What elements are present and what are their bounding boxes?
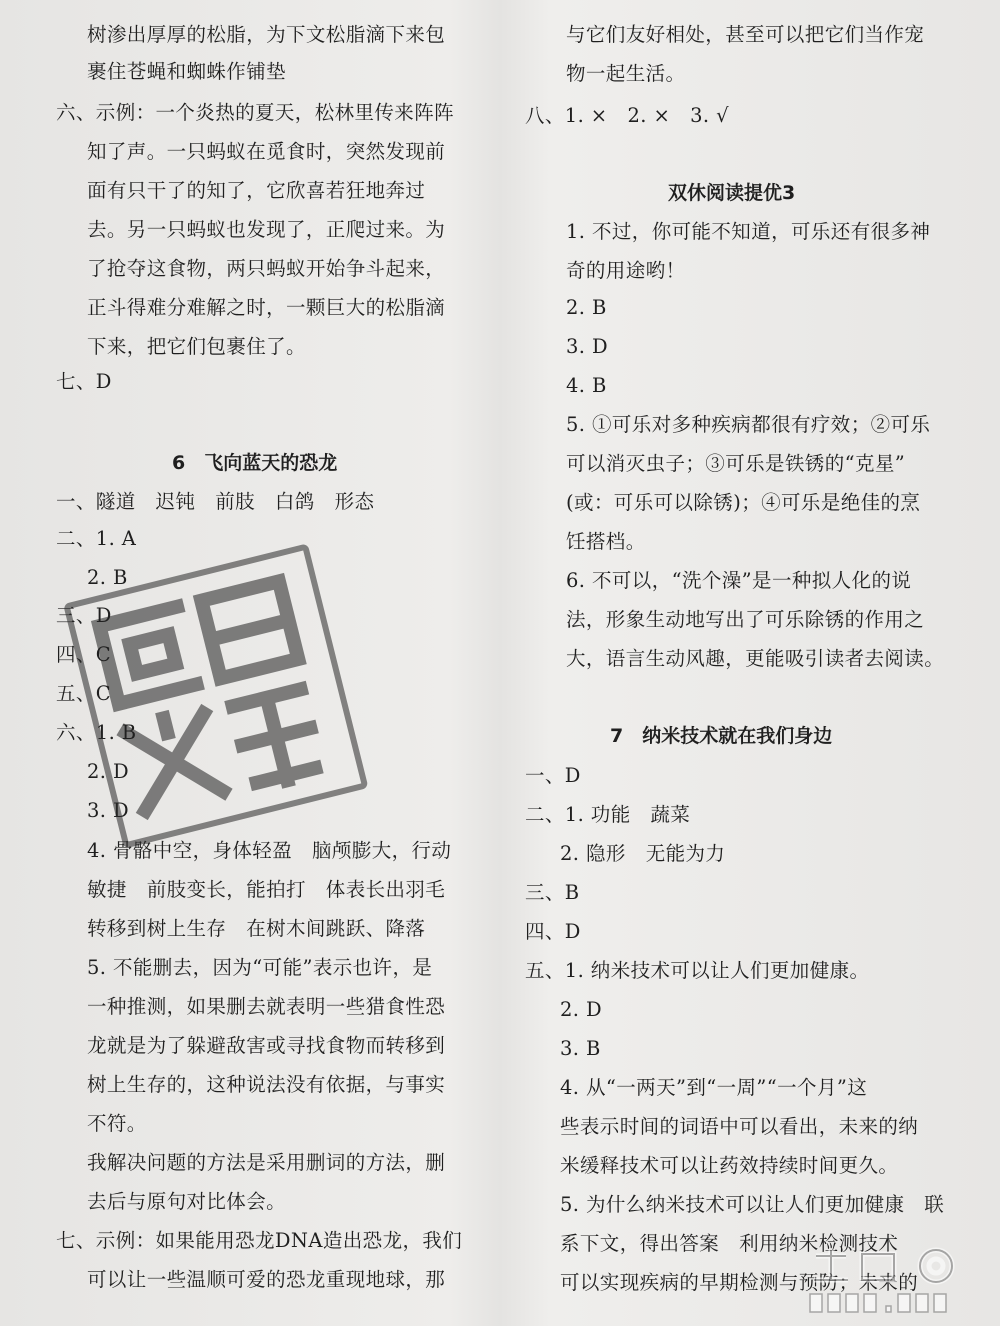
text-line: 五、1. 纳米技术可以让人们更加健康。 bbox=[525, 959, 870, 982]
text-line: 下来，把它们包裹住了。 bbox=[87, 335, 306, 358]
text-line: 2. D bbox=[87, 760, 130, 783]
text-line: 我解决问题的方法是采用删词的方法，删 bbox=[87, 1151, 446, 1174]
text-line: 5. ①可乐对多种疾病都很有疗效；②可乐 bbox=[566, 413, 931, 436]
text-line: 转移到树上生存 在树木间跳跃、降落 bbox=[87, 917, 426, 940]
text-line: 2. 隐形 无能为力 bbox=[560, 842, 726, 865]
text-line: 正斗得难分难解之时，一颗巨大的松脂滴 bbox=[87, 296, 446, 319]
text-line: 6. 不可以，“洗个澡”是一种拟人化的说 bbox=[566, 569, 912, 592]
text-line: 三、D bbox=[56, 604, 112, 627]
section-heading: 双休阅读提优3 bbox=[668, 182, 796, 204]
text-line: 米缓释技术可以让药效持续时间更久。 bbox=[560, 1154, 899, 1177]
text-line: 去后与原句对比体会。 bbox=[87, 1190, 287, 1213]
text-line: 树上生存的，这种说法没有依据，与事实 bbox=[87, 1073, 446, 1096]
text-line: 裹住苍蝇和蜘蛛作铺垫 bbox=[87, 60, 287, 83]
text-line: 龙就是为了躲避敌害或寻找食物而转移到 bbox=[87, 1034, 446, 1057]
text-line: 3. D bbox=[87, 799, 130, 822]
text-line: 些表示时间的词语中可以看出，未来的纳 bbox=[560, 1115, 919, 1138]
text-line: 二、1. 功能 蔬菜 bbox=[525, 803, 691, 826]
text-line: 三、B bbox=[525, 881, 580, 904]
text-line: 四、C bbox=[56, 643, 112, 666]
text-line: 奇的用途哟！ bbox=[566, 259, 686, 282]
text-line: 可以实现疾病的早期检测与预防；未来的 bbox=[560, 1271, 919, 1294]
text-line: 4. B bbox=[566, 374, 607, 397]
text-line: 七、示例：如果能用恐龙DNA造出恐龙，我们 bbox=[56, 1229, 463, 1252]
section-heading: 6 飞向蓝天的恐龙 bbox=[172, 452, 338, 474]
text-line: 一、D bbox=[525, 764, 581, 787]
text-line: 面有只干了的知了，它欣喜若狂地奔过 bbox=[87, 179, 426, 202]
text-line: 大，语言生动风趣，更能吸引读者去阅读。 bbox=[566, 647, 945, 670]
text-line: (或：可乐可以除锈)；④可乐是绝佳的烹 bbox=[566, 491, 921, 514]
text-line: 四、D bbox=[525, 920, 581, 943]
text-line: 2. B bbox=[87, 566, 128, 589]
text-line: 与它们友好相处，甚至可以把它们当作宠 bbox=[566, 23, 925, 46]
text-line: 5. 不能删去，因为“可能”表示也许，是 bbox=[87, 956, 433, 979]
text-line: 1. 不过，你可能不知道，可乐还有很多神 bbox=[566, 220, 931, 243]
text-line: 3. D bbox=[566, 335, 609, 358]
text-line: 5. 为什么纳米技术可以让人们更加健康 联 bbox=[560, 1193, 945, 1216]
text-line: 饪搭档。 bbox=[566, 530, 646, 553]
text-line: 五、C bbox=[56, 682, 112, 705]
text-line: 法，形象生动地写出了可乐除锈的作用之 bbox=[566, 608, 925, 631]
text-line: 去。另一只蚂蚁也发现了，正爬过来。为 bbox=[87, 218, 446, 241]
text-line: 不符。 bbox=[87, 1112, 147, 1135]
text-line: 一、隧道 迟钝 前肢 白鸽 形态 bbox=[56, 490, 375, 513]
text-line: 二、1. A bbox=[56, 527, 137, 550]
text-line: 了抢夺这食物，两只蚂蚁开始争斗起来， bbox=[87, 257, 446, 280]
text-line: 4. 从“一两天”到“一周”“一个月”这 bbox=[560, 1076, 868, 1099]
text-line: 物一起生活。 bbox=[566, 62, 686, 85]
text-line: 树渗出厚厚的松脂，为下文松脂滴下来包 bbox=[87, 23, 446, 46]
text-line: 2. D bbox=[560, 998, 603, 1021]
text-line: 可以让一些温顺可爱的恐龙重现地球，那 bbox=[87, 1268, 446, 1291]
text-line: 八、1. × 2. × 3. √ bbox=[525, 104, 729, 127]
section-heading: 7 纳米技术就在我们身边 bbox=[610, 725, 833, 747]
text-line: 3. B bbox=[560, 1037, 601, 1060]
text-line: 知了声。一只蚂蚁在觅食时，突然发现前 bbox=[87, 140, 446, 163]
text-line: 4. 骨骼中空，身体轻盈 脑颅膨大，行动 bbox=[87, 839, 452, 862]
text-line: 敏捷 前肢变长，能拍打 体表长出羽毛 bbox=[87, 878, 446, 901]
text-line: 系下文，得出答案 利用纳米检测技术 bbox=[560, 1232, 899, 1255]
text-line: 2. B bbox=[566, 296, 607, 319]
text-line: 六、示例：一个炎热的夏天，松林里传来阵阵 bbox=[56, 101, 455, 124]
text-line: 七、D bbox=[56, 370, 112, 393]
text-line: 可以消灭虫子；③可乐是铁锈的“克星” bbox=[566, 452, 906, 475]
text-line: 一种推测，如果删去就表明一些猎食性恐 bbox=[87, 995, 446, 1018]
text-line: 六、1. B bbox=[56, 721, 137, 744]
